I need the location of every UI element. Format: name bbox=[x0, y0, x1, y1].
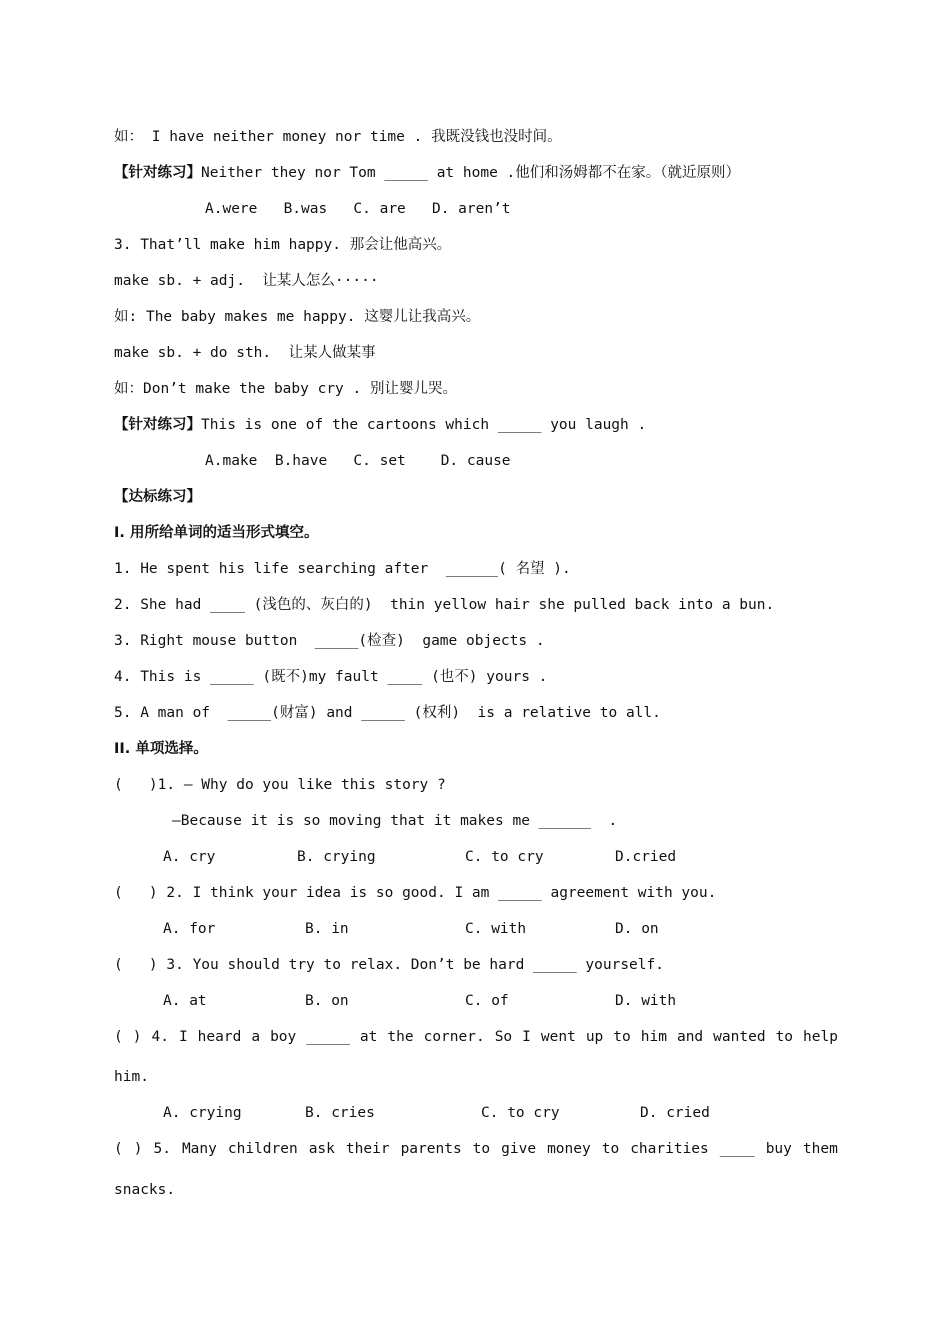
word: them bbox=[802, 1141, 838, 1157]
fill-item: 3. Right mouse button _____(检查) game objects . bbox=[114, 633, 545, 649]
word: 5. bbox=[153, 1141, 171, 1157]
word: 4. bbox=[151, 1029, 169, 1045]
option: D.cried bbox=[615, 849, 677, 865]
question: ( ) 2. I think your idea is so good. I am _____ agreement with you. bbox=[114, 885, 717, 901]
word: _____ bbox=[306, 1029, 350, 1045]
word: wanted bbox=[713, 1029, 766, 1045]
word: to bbox=[601, 1141, 620, 1157]
option: B. on bbox=[305, 993, 349, 1009]
word: went bbox=[540, 1029, 576, 1045]
question-continuation: snacks. bbox=[114, 1182, 176, 1198]
word: help bbox=[803, 1029, 838, 1045]
word: corner. bbox=[423, 1029, 485, 1045]
point-3: 3. That’ll make him happy. 那会让他高兴。 bbox=[114, 237, 452, 253]
question-continuation: —Because it is so moving that it makes me ______ . bbox=[172, 813, 618, 829]
word: So bbox=[494, 1029, 513, 1045]
practice-tag: 【针对练习】 bbox=[114, 417, 201, 433]
word: I bbox=[178, 1029, 188, 1045]
section-heading: II. 单项选择。 bbox=[114, 741, 208, 757]
option: C. with bbox=[465, 921, 527, 937]
word: a bbox=[251, 1029, 261, 1045]
word: buy bbox=[765, 1141, 792, 1157]
fill-item: 2. She had ____ (浅色的、灰白的) thin yellow hair she pulled back into a bun. bbox=[114, 597, 775, 613]
example-line: 如：Don’t make the baby cry . 别让婴儿哭。 bbox=[114, 381, 457, 397]
word: ( bbox=[114, 1141, 123, 1157]
practice-text: This is one of the cartoons which _____ you laugh . bbox=[201, 417, 647, 433]
word: children bbox=[227, 1141, 298, 1157]
word: ask bbox=[308, 1141, 335, 1157]
fill-item: 1. He spent his life searching after ______( 名望 ). bbox=[114, 561, 571, 577]
option: B. crying bbox=[297, 849, 376, 865]
word: give bbox=[501, 1141, 537, 1157]
option: D. cried bbox=[640, 1105, 710, 1121]
practice-tag: 【针对练习】 bbox=[114, 165, 201, 181]
option: D. with bbox=[615, 993, 677, 1009]
word: to bbox=[472, 1141, 491, 1157]
question: ( )1. — Why do you like this story ? bbox=[114, 777, 446, 793]
section-heading: I. 用所给单词的适当形式填空。 bbox=[114, 525, 319, 541]
option: B. cries bbox=[305, 1105, 375, 1121]
question-justified bbox=[114, 1139, 838, 1159]
word: ) bbox=[133, 1141, 143, 1157]
option: C. to cry bbox=[481, 1105, 560, 1121]
word: to bbox=[613, 1029, 631, 1045]
word: I bbox=[522, 1029, 531, 1045]
option: A. cry bbox=[163, 849, 216, 865]
word: and bbox=[676, 1029, 704, 1045]
practice-line bbox=[114, 163, 740, 183]
option: B. in bbox=[305, 921, 349, 937]
word: their bbox=[345, 1141, 390, 1157]
fill-item: 4. This is _____ (既不)my fault ____ (也不) yours . bbox=[114, 669, 548, 685]
section-heading: 【达标练习】 bbox=[114, 489, 201, 505]
word: money bbox=[547, 1141, 591, 1157]
word: at bbox=[359, 1029, 378, 1045]
rule-line: make sb. + do sth. 让某人做某事 bbox=[114, 345, 376, 361]
word: up bbox=[585, 1029, 604, 1045]
word: ____ bbox=[719, 1141, 755, 1157]
question: ( ) 3. You should try to relax. Don’t be hard _____ yourself. bbox=[114, 957, 664, 973]
word: the bbox=[387, 1029, 414, 1045]
word: ( bbox=[114, 1029, 123, 1045]
fill-item: 5. A man of _____(财富) and _____ (权利) is a relative to all. bbox=[114, 705, 661, 721]
option: A. for bbox=[163, 921, 216, 937]
practice-text: Neither they nor Tom _____ at home .他们和汤姆都不在家。（就近原则） bbox=[201, 165, 741, 181]
word: charities bbox=[630, 1141, 709, 1157]
word: Many bbox=[181, 1141, 217, 1157]
word: him bbox=[640, 1029, 667, 1045]
question-continuation: him. bbox=[114, 1069, 149, 1085]
word: to bbox=[775, 1029, 794, 1045]
rule-line: make sb. + adj. 让某人怎么····· bbox=[114, 273, 379, 289]
word: boy bbox=[270, 1029, 297, 1045]
option: C. of bbox=[465, 993, 509, 1009]
practice-options: A.make B.have C. set D. cause bbox=[205, 453, 511, 469]
word: heard bbox=[197, 1029, 242, 1045]
option: A. crying bbox=[163, 1105, 242, 1121]
example-line: 如: The baby makes me happy. 这婴儿让我高兴。 bbox=[114, 309, 481, 325]
option: D. on bbox=[615, 921, 659, 937]
word: parents bbox=[400, 1141, 462, 1157]
practice-line bbox=[114, 415, 646, 435]
question-justified bbox=[114, 1027, 838, 1047]
option: A. at bbox=[163, 993, 207, 1009]
example-line: 如： I have neither money nor time . 我既没钱也没时间。 bbox=[114, 129, 562, 145]
word: ) bbox=[132, 1029, 142, 1045]
option: C. to cry bbox=[465, 849, 544, 865]
practice-options: A.were B.was C. are D. aren’t bbox=[205, 201, 511, 217]
